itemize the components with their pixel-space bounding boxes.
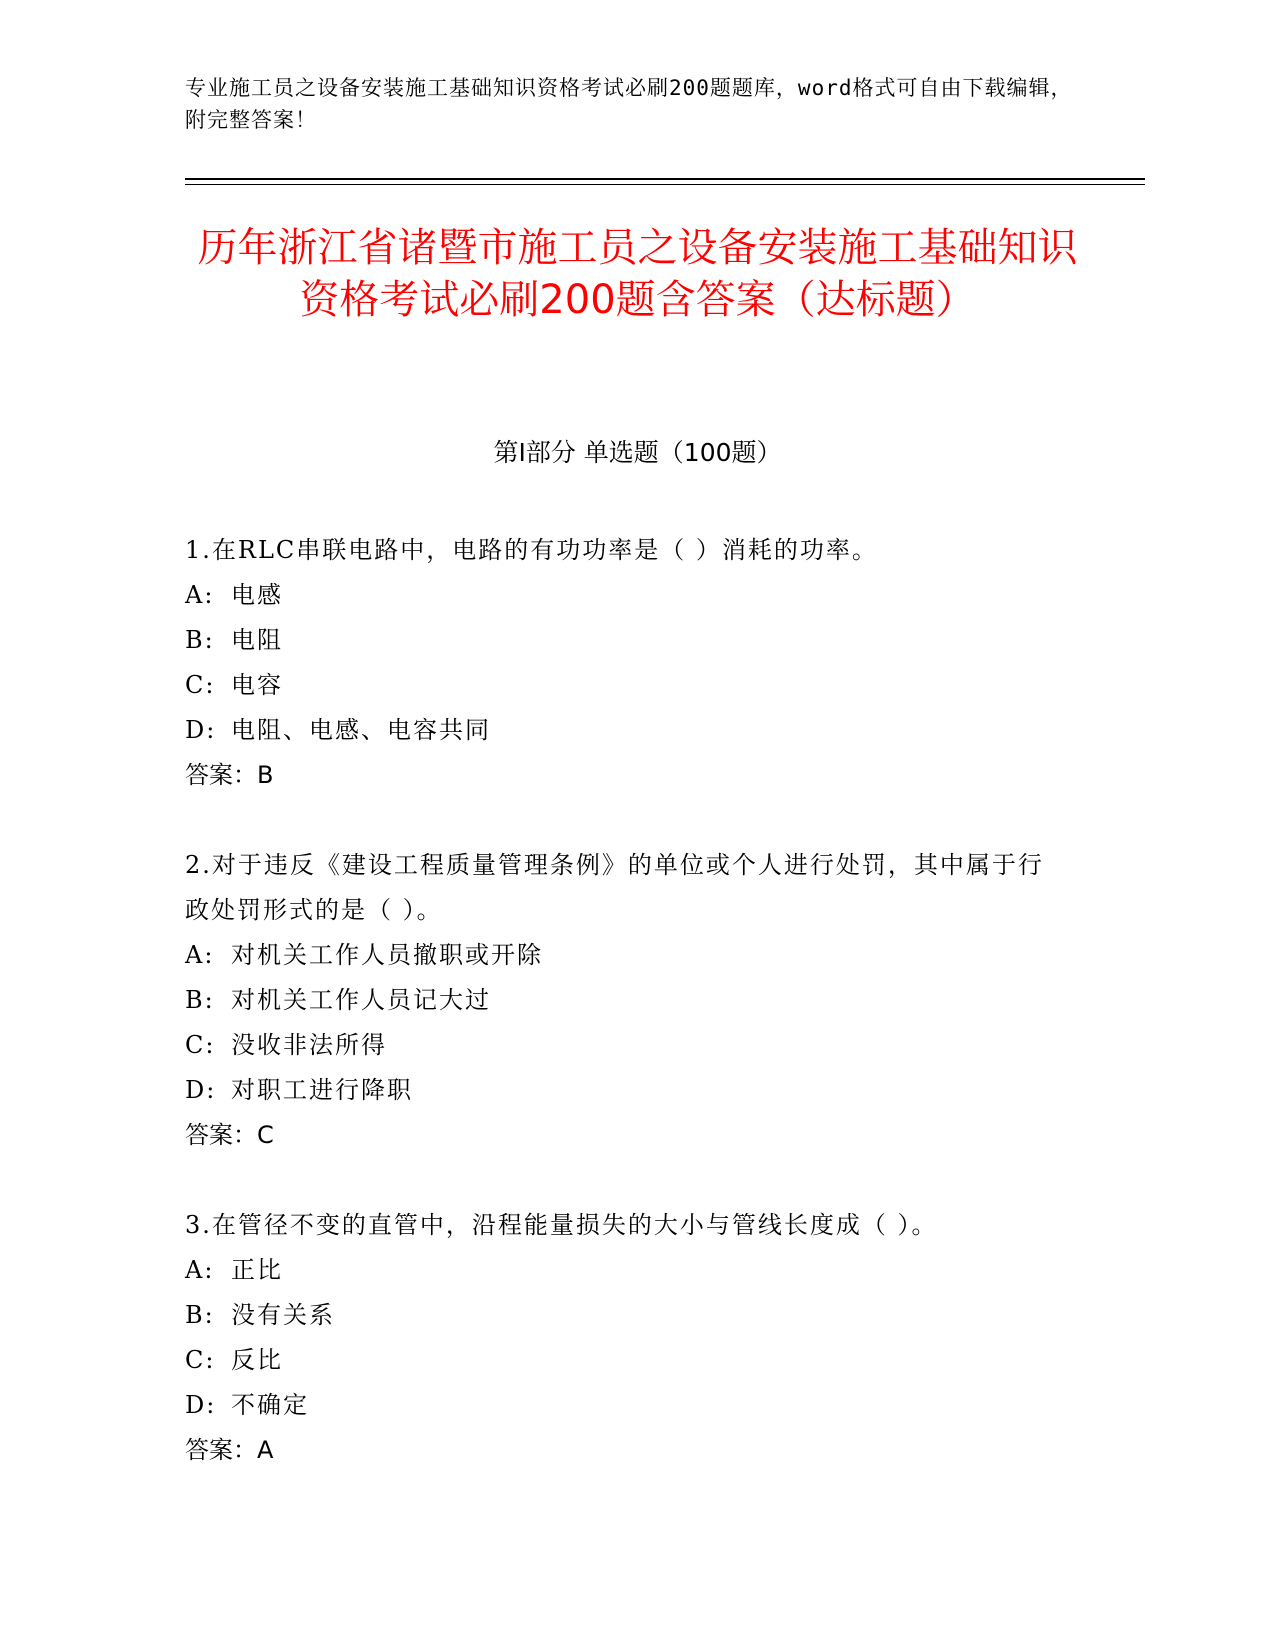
question-option-b [185,1293,1065,1338]
question-stem: 3.在管径不变的直管中，沿程能量损失的大小与管线长度成（ ）。 [185,1211,938,1239]
question-2 [185,843,1065,1158]
question-stem: 2.对于违反《建设工程质量管理条例》的单位或个人进行处罚，其中属于行政处罚形式的是（ ）。 [185,851,1044,924]
option-text: 电容 [231,671,283,699]
option-text: 不确定 [231,1391,309,1419]
option-text: 没收非法所得 [231,1031,387,1059]
question-1 [185,528,1065,798]
option-letter: A: [185,941,215,969]
section-title: 第Ⅰ部分 单选题（100题） [493,438,782,467]
option-text: 反比 [231,1346,283,1374]
question-answer: 答案：A [185,1436,274,1464]
option-letter: A: [185,581,215,609]
question-option-d [185,708,1065,753]
option-text: 电阻、电感、电容共同 [231,716,491,744]
option-letter: A: [185,1256,215,1284]
question-option-d [185,1383,1065,1428]
header-rule-thin [185,184,1145,185]
option-text: 正比 [231,1256,283,1284]
option-text: 没有关系 [231,1301,335,1329]
header-note: 专业施工员之设备安装施工基础知识资格考试必刷200题题库，word格式可自由下载编辑，附完整答案！ [185,76,1073,132]
question-option-b [185,618,1065,663]
option-text: 电感 [231,581,283,609]
question-option-b [185,978,1065,1023]
option-text: 对机关工作人员撤职或开除 [231,941,543,969]
option-letter: B: [185,626,215,654]
question-option-c [185,1023,1065,1068]
option-letter: B: [185,986,215,1014]
question-stem: 1.在RLC串联电路中，电路的有功功率是（ ）消耗的功率。 [185,536,878,564]
question-3 [185,1203,1065,1473]
document-title: 历年浙江省诸暨市施工员之设备安装施工基础知识资格考试必刷200题含答案（达标题） [197,225,1078,323]
option-letter: B: [185,1301,215,1329]
question-answer: 答案：C [185,1121,274,1149]
header-rule-thick [185,178,1145,180]
question-answer: 答案：B [185,761,274,789]
question-option-c [185,1338,1065,1383]
option-letter: C: [185,1031,216,1059]
option-letter: C: [185,1346,216,1374]
option-text: 电阻 [231,626,283,654]
option-letter: D: [185,716,217,744]
question-option-a [185,1248,1065,1293]
option-text: 对职工进行降职 [231,1076,413,1104]
question-option-a [185,933,1065,978]
option-letter: D: [185,1391,217,1419]
question-option-c [185,663,1065,708]
option-letter: D: [185,1076,217,1104]
option-letter: C: [185,671,216,699]
question-list [185,528,1065,1518]
question-option-d [185,1068,1065,1113]
option-text: 对机关工作人员记大过 [231,986,491,1014]
question-option-a [185,573,1065,618]
